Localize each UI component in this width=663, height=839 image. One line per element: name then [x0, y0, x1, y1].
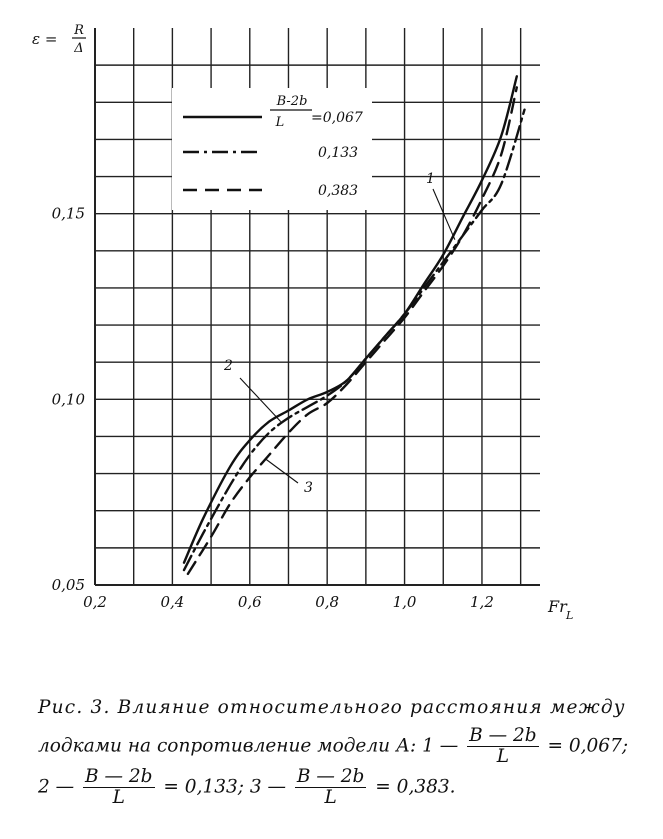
caption-fraction-3 [295, 767, 366, 808]
caption-dash-3: — [261, 776, 292, 798]
caption-value-3: = 0,383. [369, 776, 456, 798]
fraction-denominator: L [112, 787, 125, 808]
caption-text: лодками на сопротивление модели А: [38, 735, 423, 757]
caption-value-1: = 0,067; [541, 735, 629, 757]
y-tick-label: 0,05 [51, 576, 85, 594]
y-tick-label: 0,10 [51, 390, 85, 409]
curve-leader-3 [265, 459, 298, 483]
curve-label-3: 3 [304, 480, 313, 496]
legend-label-1: =0,067 [311, 110, 363, 126]
x-tick-label: 1,0 [392, 593, 417, 611]
caption-fraction-1 [467, 726, 538, 767]
fraction-numerator: B — 2b [296, 766, 365, 787]
caption-line-1: Рис. 3. Влияние относительного расстояния между [38, 697, 626, 718]
legend-label-3: 0,383 [318, 183, 359, 199]
y-axis-label-symbol: ε = [32, 30, 58, 48]
legend-header-denominator: L [275, 115, 285, 130]
fraction-numerator: B — 2b [469, 725, 537, 746]
x-axis-label-subscript: L [566, 609, 574, 622]
curve-label-1: 1 [426, 171, 435, 187]
curve-label-2: 2 [224, 358, 233, 374]
caption-num-2: 2 [38, 776, 50, 798]
x-axis-label: Fr [548, 597, 567, 616]
x-tick-label: 0,8 [315, 593, 340, 611]
caption-dash-1: — [433, 735, 465, 757]
figure-caption [38, 690, 648, 808]
fraction-denominator: L [496, 746, 510, 767]
chart-legend [172, 88, 372, 210]
legend-label-2: 0,133 [318, 145, 359, 161]
x-tick-label: 0,6 [237, 593, 262, 611]
y-tick-label: 0,15 [51, 204, 85, 223]
x-tick-label: 1,2 [470, 593, 494, 611]
legend-header-numerator: B-2b [276, 94, 308, 109]
caption-fraction-2 [83, 767, 154, 808]
caption-num-3: 3 [249, 776, 262, 798]
y-axis-label-denominator: Δ [74, 41, 84, 56]
chart-ticks [52, 205, 494, 611]
fraction-numerator: B — 2b [85, 766, 153, 787]
caption-dash-2: — [49, 776, 81, 798]
caption-value-2: = 0,133; [157, 776, 250, 798]
caption-num-1: 1 [422, 735, 434, 757]
fraction-denominator: L [324, 787, 337, 808]
caption-line-3 [38, 767, 648, 808]
caption-line-2 [38, 726, 648, 767]
x-tick-label: 0,4 [160, 593, 185, 611]
x-tick-label: 0,2 [83, 593, 107, 611]
y-axis-label-numerator: R [74, 23, 84, 38]
